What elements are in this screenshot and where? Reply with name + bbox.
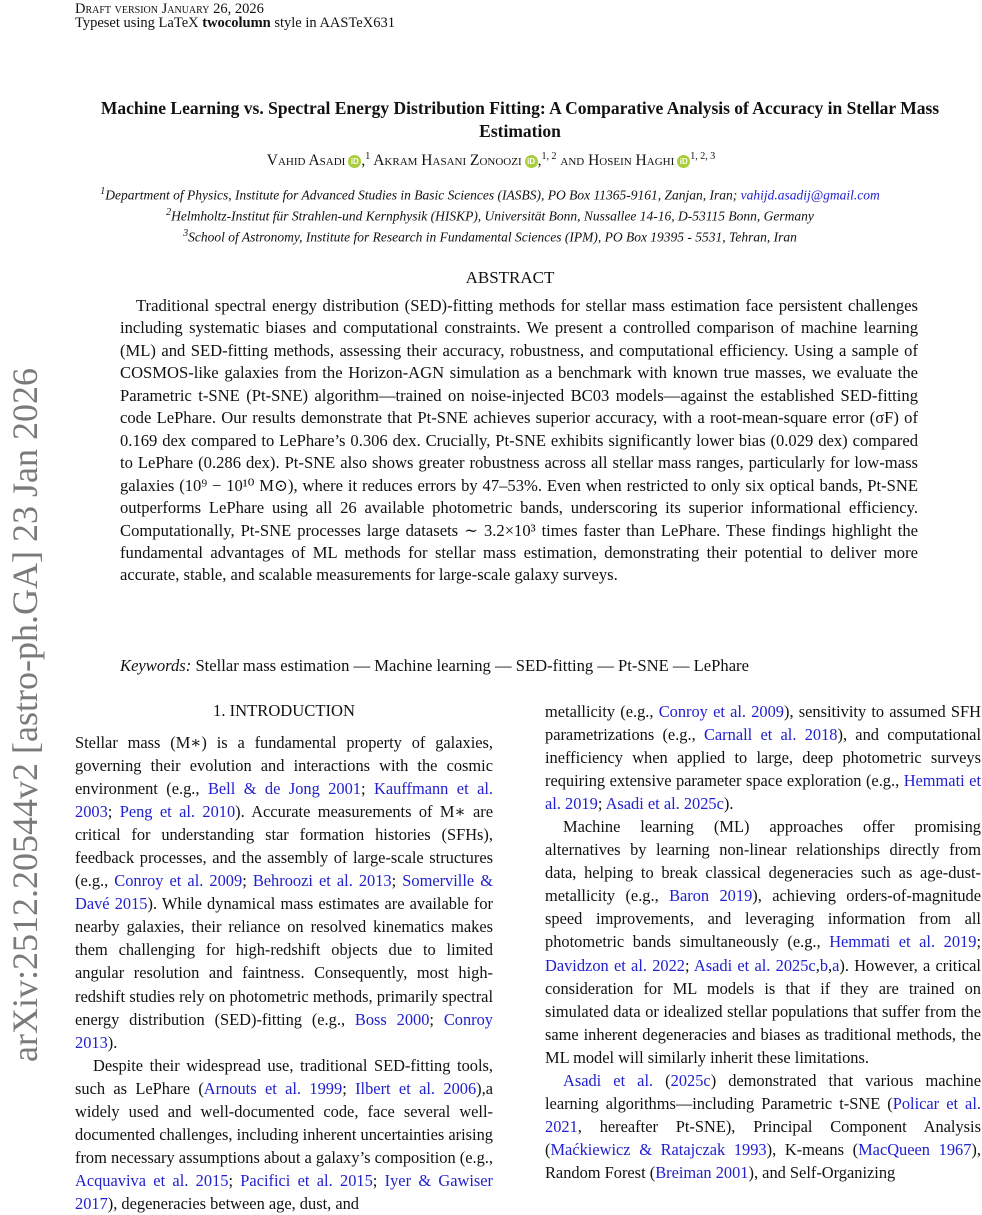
body-text: ), achieving orders-of-magnitude speed improvements, and leveraging information from all photometric bands simultaneously (e.g., [545,886,982,952]
citation-link[interactable]: Hemmati et al. 2019 [829,932,977,952]
citation-link[interactable]: Breiman 2001 [655,1162,749,1182]
citation-link[interactable]: Asadi et al. 2025c [693,955,816,975]
affiliation-text: Department of Physics, Institute for Advanced Studies in Basic Sciences (IASBS), PO Box 11365-9161, Zanjan, Iran; [105,187,741,203]
body-text: ), and Self-Organizing [748,1162,896,1182]
affiliation-text: Helmholtz-Institut für Strahlen-und Kernphysik (HISKP), Universität Bonn, Nussallee 14-16, D-53115 Bonn, Germany [171,208,814,224]
body-text: , [828,955,833,975]
paragraph [545,1069,981,1184]
citation-link[interactable]: Hemmati et al. 2019 [545,771,981,814]
typeset-note [75,15,395,32]
orcid-icon[interactable]: iD [525,155,538,168]
body-text: ), sensitivity to assumed SFH parametrizations (e.g., [545,702,981,745]
abstract-heading: ABSTRACT [465,268,555,287]
citation-link[interactable]: Pacifici et al. 2015 [240,1170,373,1190]
body-text: ),a widely used and well-documented code, face several well-documented challenges, including inherent uncertainties arising from necessary assumptions about a galaxy’s composition (e.g., [75,1078,493,1167]
body-text: metallicity (e.g., [545,702,659,721]
body-text: ; [685,955,694,975]
section-heading-introduction: 1. INTRODUCTION [213,701,355,720]
citation-link[interactable]: Baron 2019 [669,886,753,906]
body-text: ). Accurate measurements of M∗ are critical for understanding star formation histories (SFHs), feedback processes, and the assembly of large-scale structures (e.g., [75,802,493,891]
citation-link[interactable]: Boss 2000 [354,1009,430,1029]
orcid-icon[interactable]: iD [677,155,690,168]
citation-link[interactable]: 2025c [670,1070,711,1090]
body-text: ; [391,871,403,891]
body-text: , [815,955,820,975]
affiliation-number: 1 [100,186,106,197]
affiliation-3 [0,228,982,246]
citation-link[interactable]: Asadi et al. 2025c [605,794,724,814]
arxiv-stamp: arXiv:2512.20544v2 [astro-ph.GA] 23 Jan 2026 [5,368,45,1062]
citation-link[interactable]: a [832,955,840,975]
email-link[interactable]: vahijd.asadij@gmail.com [740,187,880,203]
citation-link[interactable]: Somerville & Davé 2015 [75,871,494,914]
citation-link[interactable]: Asadi et al. [563,1070,654,1090]
author-name: Vahid Asadi [266,152,346,170]
citation-link[interactable]: Behroozi et al. 2013 [252,871,392,891]
citation-link[interactable]: Arnouts et al. 1999 [203,1078,343,1098]
typeset-text: Typeset using LaTeX [75,15,199,31]
body-text: ). [107,1032,118,1052]
body-text: ). However, a critical consideration for ML models is that if they are trained on simulated data or idealized stellar populations that suffer from the same inherent degeneracies and biases as traditional methods, the ML model will similarly inherit these limitations. [545,955,981,1067]
citation-link[interactable]: Peng et al. 2010 [119,802,236,822]
keywords [120,656,749,676]
body-text: ). [723,794,734,814]
paragraph [545,700,981,815]
author-affiliation: 1 [365,151,371,162]
affiliation-number: 2 [166,207,172,218]
affiliation-1 [0,186,982,204]
right-column [545,700,981,1184]
left-column [75,731,493,1215]
body-text: Stellar mass (M∗) is a fundamental property of galaxies, governing their evolution and interactions with the cosmic environment (e.g., [75,733,493,799]
body-text: ; [242,871,253,891]
authors-and: and [560,152,585,170]
citation-link[interactable]: Maćkiewicz & Ratajczak 1993 [550,1139,767,1159]
citation-link[interactable]: Davidzon et al. 2022 [545,955,685,975]
paragraph [75,1054,493,1215]
citation-link[interactable]: Conroy et al. 2009 [114,871,243,891]
affiliation-text: School of Astronomy, Institute for Research in Fundamental Sciences (IPM), PO Box 19395 - 5531, Tehran, Iran [188,229,797,245]
author-name: Hosein Haghi [588,152,675,170]
citation-link[interactable]: Bell & de Jong 2001 [207,779,362,799]
body-text: ). While dynamical mass estimates are available for nearby galaxies, their reliance on resolved kinematics makes them challenging for high-redshift objects due to limited angular resolution and faintness. Consequently, most high-redshift studies rely on photometric methods, primarily spectral energy distribution (SED)-fitting (e.g., [75,894,493,1029]
typeset-style: twocolumn [202,15,271,31]
author-list: Vahid Asadi iD ,$^1$ Akram Hasani Zonoozi iD ,$^{1, 2}$ and Hosein Haghi iD $^{1, 2, 3}$ [266,151,716,170]
body-text: ; [976,932,981,952]
author-name: Akram Hasani Zonoozi [373,152,522,170]
citation-link[interactable]: Policar et al. 2021 [545,1093,981,1136]
body-text: Machine learning (ML) approaches offer promising alternatives by learning non-linear relationships directly from data, helping to break classical degeneracies such as age-dust-metallicity (e.g., [545,817,981,906]
draft-prefix: Draft version [75,1,158,17]
body-text: ; [228,1170,241,1190]
author-affiliation: 1, 2 [541,151,557,162]
typeset-suffix: style in AASTeX631 [274,15,395,31]
body-text: ), K-means ( [766,1139,859,1159]
citation-link[interactable]: Carnall et al. 2018 [703,725,838,745]
author-affiliation: 1, 2, 3 [690,151,716,162]
body-text: ), Random Forest ( [545,1139,981,1182]
citation-link[interactable]: Conroy 2013 [75,1009,493,1052]
citation-link[interactable]: b [819,955,829,975]
keywords-label: Keywords: [120,656,192,675]
paragraph [75,731,493,1054]
citation-link[interactable]: Acquaviva et al. 2015 [75,1170,229,1190]
citation-link[interactable]: Conroy et al. 2009 [658,702,784,721]
body-text: , hereafter Pt-SNE), Principal Component Analysis ( [545,1116,981,1159]
draft-date: January 26, 2026 [161,1,264,17]
body-text: ( [653,1070,671,1090]
orcid-icon[interactable]: iD [348,155,361,168]
body-text: ; [372,1170,385,1190]
body-text: ) demonstrated that various machine learning algorithms—including Parametric t-SNE ( [545,1070,981,1113]
citation-link[interactable]: Ilbert et al. 2006 [355,1078,477,1098]
affiliation-2 [0,207,982,225]
body-text: ; [107,802,120,822]
paragraph [545,815,981,1069]
body-text: ; [429,1009,444,1029]
citation-link[interactable]: MacQueen 1967 [858,1139,972,1159]
body-text: ; [361,779,375,799]
paper-title: Machine Learning vs. Spectral Energy Distribution Fitting: A Comparative Analysis of Accuracy in Stellar Mass Estimation [100,98,940,141]
abstract-text: Traditional spectral energy distribution (SED)-fitting methods for stellar mass estimation face persistent challenges including systematic biases and computational constraints. We present a controlled comparison of machine learning (ML) and SED-fitting methods, assessing their accuracy, robustness, and computational efficiency. Using a sample of COSMOS-like galaxies from the Horizon-AGN simulation as a benchmark with known true masses, we evaluate the Parametric t-SNE (Pt-SNE) algorithm—trained on noise-injected BC03 models—against the established SED-fitting code LePhare. Our results demonstrate that Pt-SNE achieves superior accuracy, with a root-mean-square error (σF) of 0.169 dex compared to LePhare’s 0.306 dex. Crucially, Pt-SNE exhibits significantly lower bias (0.029 dex) compared to LePhare (0.286 dex). Pt-SNE also shows greater robustness across all stellar mass ranges, particularly for low-mass galaxies (10⁹ − 10¹⁰ M⊙), where it reduces errors by 47–53%. Even when restricted to only six optical bands, Pt-SNE outperforms LePhare using all 26 available photometric bands, underscoring its superior informational efficiency. Computationally, Pt-SNE processes large datasets ∼ 3.2×10³ times faster than LePhare. These findings highlight the fundamental advantages of ML methods for stellar mass estimation, demonstrating their potential to deliver more accurate, stable, and scalable measurements for large-scale galaxy surveys. [120,296,918,585]
body-text: ; [342,1078,356,1098]
citation-link[interactable]: Kauffmann et al. 2003 [75,779,493,822]
affiliation-number: 3 [183,228,189,239]
body-text: Despite their widespread use, traditional SED-fitting tools, such as LePhare ( [75,1055,493,1098]
body-text: ; [597,794,606,814]
body-text: ), and computational inefficiency when applied to large, deep photometric surveys requiring extensive parameter space exploration (e.g., [545,725,981,791]
keywords-list: Stellar mass estimation — Machine learning — SED-fitting — Pt-SNE — LePhare [195,656,749,675]
citation-link[interactable]: Iyer & Gawiser 2017 [75,1170,494,1213]
body-text: ), degeneracies between age, dust, and [107,1193,359,1213]
